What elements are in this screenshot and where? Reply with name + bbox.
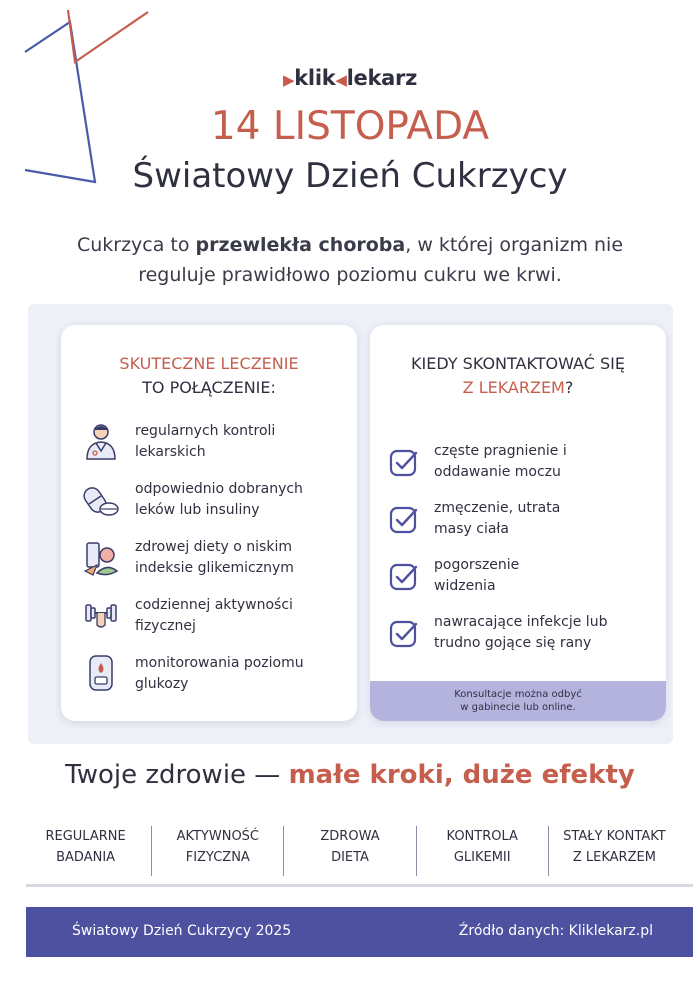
treatment-card-title	[61, 352, 357, 400]
pillar-item	[20, 826, 152, 876]
list-item-line: częste pragnienie i	[434, 443, 567, 459]
list-item-line: lekarskich	[135, 444, 206, 460]
list-item-line: regularnych kontroli	[135, 423, 276, 439]
contact-doctor-card	[370, 325, 666, 721]
glucometer-icon	[83, 653, 119, 693]
treatment-card	[61, 325, 357, 721]
list-item-text	[135, 653, 350, 695]
food-icon	[83, 537, 119, 577]
list-item-text	[135, 595, 350, 637]
intro-after: , w której organizm nie reguluje prawidłowo poziomu cukru we krwi.	[138, 234, 624, 286]
contact-title-tail: ?	[564, 378, 574, 397]
pillar-line: Z LEKARZEM	[572, 850, 656, 865]
list-item-line: pogorszenie	[434, 557, 520, 573]
dumbbell-icon	[83, 595, 119, 635]
consultation-note	[370, 681, 666, 721]
list-item-text	[135, 537, 350, 579]
tagline-plain: Twoje zdrowie —	[65, 760, 289, 790]
list-item-line: zdrowej diety o niskim	[135, 539, 292, 555]
list-item-line: trudno gojące się rany	[434, 635, 592, 651]
logo-triangle-icon: ▶	[283, 71, 295, 89]
divider	[26, 884, 693, 887]
contact-title-line1: KIEDY SKONTAKTOWAĆ SIĘ	[411, 354, 625, 373]
logo-triangle-icon: ◀	[335, 71, 347, 89]
pillar-line: STAŁY KONTAKT	[563, 829, 666, 844]
list-item	[83, 653, 353, 703]
footer-event: Światowy Dzień Cukrzycy 2025	[72, 923, 292, 939]
list-item-line: widzenia	[434, 578, 496, 594]
footer-source: Źródło danych: Kliklekarz.pl	[458, 923, 653, 939]
check-icon	[388, 561, 420, 593]
list-item-text	[135, 421, 350, 463]
list-item-text	[434, 441, 659, 483]
list-item-line: odpowiednio dobranych	[135, 481, 303, 497]
check-icon	[388, 504, 420, 536]
footer-bar	[26, 907, 693, 957]
pillar-item	[417, 826, 549, 876]
pillar-line: DIETA	[331, 850, 369, 865]
list-item	[388, 498, 658, 548]
pillar-item	[152, 826, 284, 876]
list-item-text	[434, 612, 659, 654]
list-item	[388, 612, 658, 662]
list-item	[388, 555, 658, 605]
tagline-highlight: małe kroki, duże efekty	[288, 760, 635, 790]
contact-card-title	[370, 352, 666, 400]
note-line: Konsultacje można odbyć	[454, 689, 582, 700]
pillar-line: KONTROLA	[446, 829, 518, 844]
list-item-line: indeksie glikemicznym	[135, 560, 294, 576]
treatment-title-line1: SKUTECZNE LECZENIE	[119, 354, 299, 373]
contact-title-line2: Z LEKARZEM	[462, 378, 565, 397]
list-item-line: zmęczenie, utrata	[434, 500, 561, 516]
pillar-line: REGULARNE	[45, 829, 126, 844]
list-item-line: monitorowania poziomu	[135, 655, 304, 671]
check-icon	[388, 447, 420, 479]
list-item-line: leków lub insuliny	[135, 502, 260, 518]
event-date: 14 LISTOPADA	[210, 104, 490, 149]
list-item-line: codziennej aktywności	[135, 597, 293, 613]
treatment-title-line2: TO POŁĄCZENIE:	[142, 378, 276, 397]
pills-icon	[83, 479, 119, 519]
list-item-text	[434, 555, 659, 597]
list-item	[83, 421, 353, 471]
page-title: Światowy Dzień Cukrzycy	[132, 156, 568, 196]
intro-text	[40, 230, 660, 290]
intro-bold: przewlekła choroba	[195, 234, 406, 256]
pillar-line: BADANIA	[56, 850, 116, 865]
list-item	[83, 537, 353, 587]
pillar-item	[284, 826, 416, 876]
list-item-text	[434, 498, 659, 540]
brand-logo	[0, 66, 700, 90]
tagline	[0, 760, 700, 790]
list-item-line: oddawanie moczu	[434, 464, 561, 480]
check-icon	[388, 618, 420, 650]
pillar-line: FIZYCZNA	[185, 850, 250, 865]
logo-text-part1: klik	[294, 66, 336, 90]
logo-text-part2: lekarz	[346, 66, 417, 90]
pillar-item	[549, 826, 680, 876]
list-item-line: masy ciała	[434, 521, 509, 537]
pillars-row	[20, 826, 680, 876]
list-item-text	[135, 479, 350, 521]
pillar-line: GLIKEMII	[453, 850, 511, 865]
intro-before: Cukrzyca to	[76, 234, 196, 256]
list-item-line: glukozy	[135, 676, 189, 692]
list-item	[83, 595, 353, 645]
list-item-line: nawracające infekcje lub	[434, 614, 608, 630]
note-line: w gabinecie lub online.	[460, 702, 576, 713]
pillar-line: ZDROWA	[320, 829, 380, 844]
list-item-line: fizycznej	[135, 618, 196, 634]
pillar-line: AKTYWNOŚĆ	[176, 829, 260, 844]
list-item	[388, 441, 658, 491]
doctor-icon	[83, 421, 119, 461]
list-item	[83, 479, 353, 529]
